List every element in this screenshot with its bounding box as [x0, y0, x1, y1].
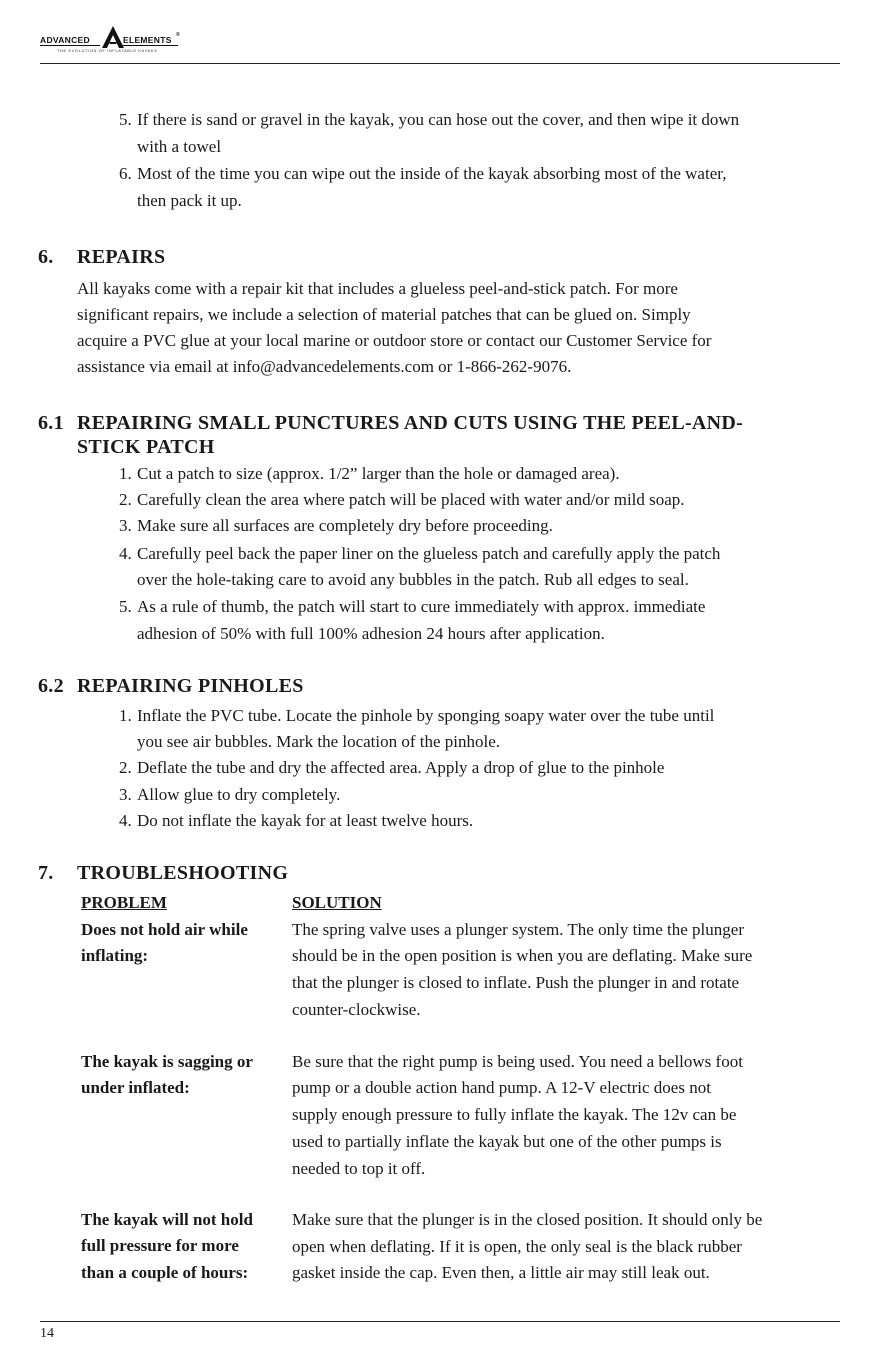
- step-number: 4.: [119, 811, 132, 830]
- step-text: Cut a patch to size (approx. 1/2” larger than the hole or damaged area).: [137, 464, 620, 483]
- step-text: then pack it up.: [137, 191, 242, 210]
- solution-text: needed to top it off.: [292, 1159, 426, 1178]
- solution-text: Be sure that the right pump is being used. You need a bellows foot: [292, 1052, 743, 1071]
- header-rule: [40, 63, 840, 64]
- step-number: 3.: [119, 516, 132, 535]
- solution-text: open when deflating. If it is open, the only seal is the black rubber: [292, 1237, 742, 1256]
- solution-text: Make sure that the plunger is in the closed position. It should only be: [292, 1210, 763, 1229]
- paragraph-line: assistance via email at info@advancedelements.com or 1-866-262-9076.: [77, 357, 572, 376]
- section-title: TROUBLESHOOTING: [77, 862, 289, 884]
- solution-text: gasket inside the cap. Even then, a little air may still leak out.: [292, 1263, 710, 1282]
- paragraph-line: acquire a PVC glue at your local marine or outdoor store or contact our Customer Service for: [77, 331, 712, 350]
- solution-text: that the plunger is closed to inflate. Push the plunger in and rotate: [292, 973, 740, 992]
- section-number: 6.2: [38, 675, 64, 697]
- step-text: Do not inflate the kayak for at least twelve hours.: [137, 811, 474, 830]
- section-number: 7.: [38, 862, 54, 884]
- section-number: 6.: [38, 246, 54, 268]
- solution-text: The spring valve uses a plunger system. The only time the plunger: [292, 920, 744, 939]
- problem-text: than a couple of hours:: [81, 1263, 249, 1282]
- step-text: Allow glue to dry completely.: [137, 785, 341, 804]
- problem-text: Does not hold air while: [81, 920, 248, 939]
- step-number: 2.: [119, 758, 132, 777]
- solution-text: pump or a double action hand pump. A 12-V electric does not: [292, 1078, 711, 1097]
- solution-text: counter-clockwise.: [292, 1000, 421, 1019]
- brand-registered-mark: ®: [176, 32, 180, 38]
- section-number: 6.1: [38, 412, 64, 434]
- step-number: 4.: [119, 544, 132, 563]
- step-text: Carefully peel back the paper liner on the glueless patch and carefully apply the patch: [137, 544, 721, 563]
- brand-logo: [40, 24, 200, 56]
- step-number: 6.: [119, 164, 132, 183]
- step-number: 5.: [119, 110, 132, 129]
- step-number: 5.: [119, 597, 132, 616]
- brand-underline-right: [123, 45, 178, 46]
- paragraph-line: significant repairs, we include a selection of material patches that can be glued on. Simply: [77, 305, 691, 324]
- step-text: If there is sand or gravel in the kayak, you can hose out the cover, and then wipe it down: [137, 110, 740, 129]
- section-title: REPAIRS: [77, 246, 166, 268]
- problem-text: The kayak will not hold: [81, 1210, 253, 1229]
- problem-text: inflating:: [81, 946, 149, 965]
- brand-a-mark-icon: [102, 26, 124, 48]
- solution-text: supply enough pressure to fully inflate the kayak. The 12v can be: [292, 1105, 737, 1124]
- step-text: As a rule of thumb, the patch will start to cure immediately with approx. immediate: [137, 597, 706, 616]
- step-text: over the hole-taking care to avoid any bubbles in the patch. Rub all edges to seal.: [137, 570, 689, 589]
- step-text: Most of the time you can wipe out the inside of the kayak absorbing most of the water,: [137, 164, 727, 183]
- section-title: REPAIRING PINHOLES: [77, 675, 304, 697]
- paragraph-line: All kayaks come with a repair kit that includes a glueless peel-and-stick patch. For more: [77, 279, 678, 298]
- footer-rule: [40, 1321, 840, 1322]
- brand-underline-left: [40, 45, 100, 46]
- solution-text: should be in the open position is when you are deflating. Make sure: [292, 946, 753, 965]
- section-title-continued: STICK PATCH: [77, 436, 215, 458]
- step-text: Deflate the tube and dry the affected area. Apply a drop of glue to the pinhole: [137, 758, 665, 777]
- step-number: 1.: [119, 464, 132, 483]
- section-title: REPAIRING SMALL PUNCTURES AND CUTS USING THE PEEL-AND-: [77, 412, 744, 434]
- step-number: 3.: [119, 785, 132, 804]
- problem-text: The kayak is sagging or: [81, 1052, 253, 1071]
- step-text: Make sure all surfaces are completely dry before proceeding.: [137, 516, 553, 535]
- step-text: with a towel: [137, 137, 222, 156]
- brand-left-word: ADVANCED: [40, 35, 90, 45]
- page-number: 14: [40, 1326, 54, 1341]
- problem-text: full pressure for more: [81, 1236, 239, 1255]
- problem-text: under inflated:: [81, 1078, 190, 1097]
- step-number: 1.: [119, 706, 132, 725]
- step-text: Inflate the PVC tube. Locate the pinhole by sponging soapy water over the tube until: [137, 706, 715, 725]
- step-text: you see air bubbles. Mark the location of the pinhole.: [137, 732, 501, 751]
- step-text: Carefully clean the area where patch will be placed with water and/or mild soap.: [137, 490, 685, 509]
- step-text: adhesion of 50% with full 100% adhesion 24 hours after application.: [137, 624, 605, 643]
- step-number: 2.: [119, 490, 132, 509]
- column-header-solution: SOLUTION: [292, 893, 382, 912]
- brand-tagline: THE EVOLUTION OF INFLATABLE KAYAKS: [57, 48, 158, 53]
- solution-text: used to partially inflate the kayak but one of the other pumps is: [292, 1132, 722, 1151]
- column-header-problem: PROBLEM: [81, 893, 167, 912]
- brand-right-word: ELEMENTS: [123, 35, 172, 45]
